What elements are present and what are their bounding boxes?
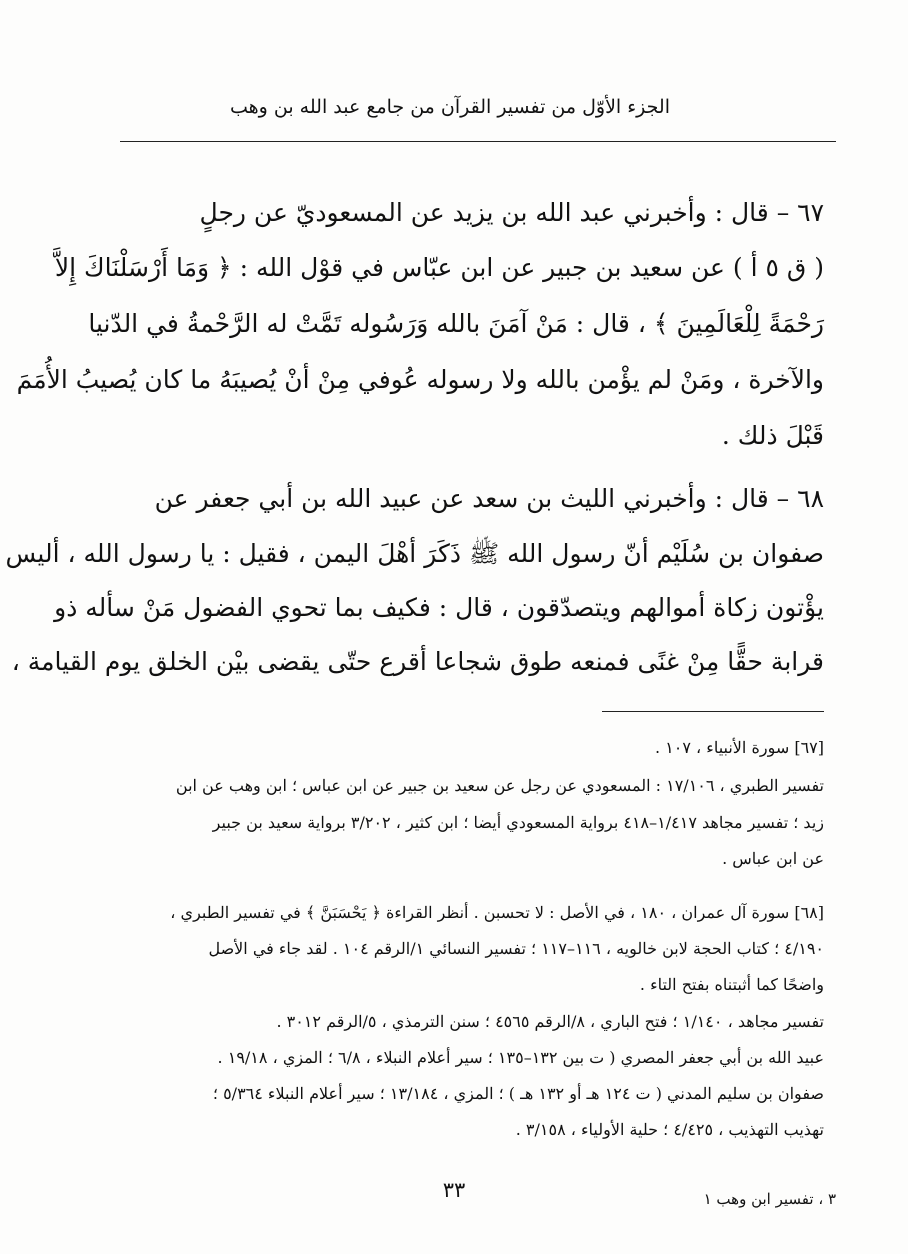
- body-line: صفوان بن سُلَيْم أنّ رسول الله ﷺ ذَكَرَ أهْلَ اليمن ، فقيل : يا رسول الله ، أليس: [5, 539, 824, 568]
- body-line: قَبْلَ ذلك .: [721, 421, 824, 450]
- footnote-line: [٦٨] سورة آل عمران ، ١٨٠ ، في الأصل : لا تحسبن . أنظر القراءة ﴿ يَحْسَبَنَّ ﴾ في تفسير الطبري ،: [170, 903, 824, 922]
- running-header: الجزء الأوّل من تفسير القرآن من جامع عبد الله بن وهب: [230, 96, 670, 118]
- body-line: ٦٧ – قال : وأخبرني عبد الله بن يزيد عن المسعوديّ عن رجلٍ: [199, 198, 824, 227]
- footnote-line: [٦٧] سورة الأنبياء ، ١٠٧ .: [655, 738, 824, 757]
- footnote-line: صفوان بن سليم المدني ( ت ١٢٤ هـ أو ١٣٢ هـ ) ؛ المزي ، ١٣/١٨٤ ؛ سير أعلام النبلاء ٥/٣٦٤ ؛: [212, 1084, 824, 1103]
- footnote-line: تفسير الطبري ، ١٧/١٠٦ : المسعودي عن رجل عن سعيد بن جبير عن ابن عباس ؛ ابن وهب عن ابن: [175, 776, 824, 795]
- header-rule: [120, 141, 836, 142]
- footnote-line: عن ابن عباس .: [722, 849, 824, 868]
- body-line: ٦٨ – قال : وأخبرني الليث بن سعد عن عبيد الله بن أبي جعفر عن: [154, 484, 824, 513]
- body-line: ( ق ٥ أ ) عن سعيد بن جبير عن ابن عبّاس في قوْل الله : ﴿ وَمَا أَرْسَلْنَاكَ إِلاَّ: [54, 253, 824, 282]
- footnote-line: تهذيب التهذيب ، ٤/٤٢٥ ؛ حلية الأولياء ، ٣/١٥٨ .: [515, 1120, 824, 1139]
- page-number: ٣٣: [442, 1178, 466, 1202]
- body-line: والآخرة ، ومَنْ لم يؤْمن بالله ولا رسوله عُوفي مِنْ أنْ يُصيبَهُ ما كان يُصيبُ الأُمَمَ: [16, 365, 824, 394]
- footnote-line: زيد ؛ تفسير مجاهد ١/٤١٧–٤١٨ برواية المسعودي أيضا ؛ ابن كثير ، ٣/٢٠٢ برواية سعيد بن جبير: [212, 813, 824, 832]
- body-line: رَحْمَةً لِلْعَالَمِينَ ﴾ ، قال : مَنْ آمَنَ بالله وَرَسُوله تَمَّتْ له الرَّحْمةُ في الدّنيا: [88, 309, 824, 338]
- body-line: قرابة حقًّا مِنْ غنًى فمنعه طوق شجاعا أقرع حتّى يقضى بيْن الخلق يوم القيامة ،: [11, 647, 824, 676]
- footnote-line: عبيد الله بن أبي جعفر المصري ( ت بين ١٣٢–١٣٥ ؛ سير أعلام النبلاء ، ٦/٨ ؛ المزي ، ١٩/١٨ .: [217, 1048, 824, 1067]
- footnote-line: ٤/١٩٠ ؛ كتاب الحجة لابن خالويه ، ١١٦–١١٧ ؛ تفسير النسائي ١/الرقم ١٠٤ . لقد جاء في الأصل: [208, 939, 824, 958]
- signature-mark: ٣ ، تفسير ابن وهب ١: [703, 1190, 836, 1208]
- footnote-rule: [602, 711, 824, 712]
- footnote-line: تفسير مجاهد ، ١/١٤٠ ؛ فتح الباري ، ٨/الرقم ٤٥٦٥ ؛ سنن الترمذي ، ٥/الرقم ٣٠١٢ .: [276, 1012, 824, 1031]
- footnote-line: واضحًا كما أثبتناه بفتح التاء .: [639, 975, 824, 994]
- body-line: يؤْتون زكاة أموالهم ويتصدّقون ، قال : فكيف بما تحوي الفضول مَنْ سأله ذو: [54, 593, 824, 622]
